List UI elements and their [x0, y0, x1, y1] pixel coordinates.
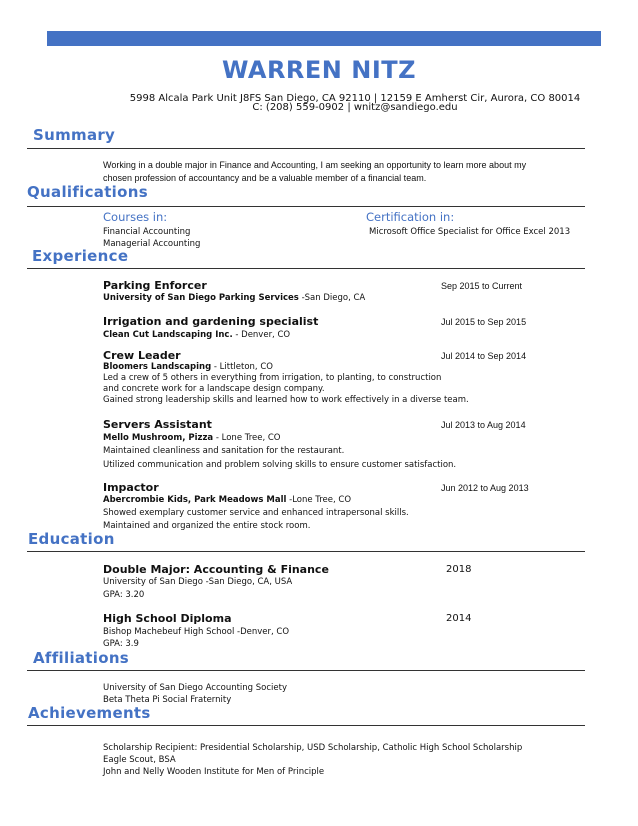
- achievement-item: Eagle Scout, BSA: [103, 755, 176, 765]
- achievements-rule: [27, 725, 585, 726]
- courses-label: Courses in:: [103, 210, 168, 224]
- job-employer: Clean Cut Landscaping Inc.: [103, 330, 233, 340]
- job-detail: Gained strong leadership skills and learned how to work effectively in a diverse team.: [103, 395, 469, 405]
- education-heading: Education: [28, 530, 115, 548]
- qualifications-rule: [27, 206, 585, 207]
- affiliations-heading: Affiliations: [33, 649, 130, 667]
- affiliation-item: University of San Diego Accounting Society: [103, 683, 287, 693]
- certification-label: Certification in:: [366, 210, 455, 224]
- job-dates: Jul 2015 to Sep 2015: [441, 317, 527, 327]
- contact-address: 5998 Alcala Park Unit J8FS San Diego, CA 92110 | 12159 E Amherst Cir, Aurora, CO 80014: [129, 93, 581, 104]
- job-dates: Sep 2015 to Current: [441, 281, 523, 291]
- job-employer: Bloomers Landscaping: [103, 362, 212, 372]
- job-detail: Utilized communication and problem solving skills to ensure customer satisfaction.: [103, 460, 457, 470]
- degree-year: 2018: [446, 564, 472, 575]
- school-name: University of San Diego -San Diego, CA, USA: [103, 577, 293, 587]
- job-location: - Lone Tree, CO: [213, 433, 281, 443]
- job-title: Parking Enforcer: [103, 279, 207, 292]
- job-detail: Maintained cleanliness and sanitation for the restaurant.: [103, 446, 345, 456]
- candidate-name: WARREN NITZ: [221, 56, 417, 84]
- job-detail: Showed exemplary customer service and enhanced intrapersonal skills.: [103, 508, 409, 518]
- job-title: Crew Leader: [103, 349, 181, 362]
- job-org: [103, 330, 290, 340]
- degree-title: High School Diploma: [103, 612, 232, 625]
- school-gpa: GPA: 3.9: [103, 639, 139, 649]
- header-accent-bar: [47, 31, 601, 46]
- job-dates: Jun 2012 to Aug 2013: [441, 483, 529, 493]
- job-detail: Led a crew of 5 others in everything from irrigation, to planting, to construction: [103, 373, 442, 383]
- job-location: -San Diego, CA: [298, 293, 366, 303]
- job-org: [103, 495, 351, 505]
- school-gpa: GPA: 3.20: [103, 590, 145, 600]
- summary-line: Working in a double major in Finance and Accounting, I am seeking an opportunity to learn more about my: [103, 160, 527, 170]
- contact-phone-email: C: (208) 559-0902 | wnitz@sandiego.edu: [252, 102, 458, 113]
- job-location: - Littleton, CO: [211, 362, 273, 372]
- affiliations-rule: [27, 670, 585, 671]
- achievement-item: Scholarship Recipient: Presidential Scholarship, USD Scholarship, Catholic High School Scholarship: [103, 743, 523, 753]
- degree-year: 2014: [446, 613, 472, 624]
- job-title: Impactor: [103, 481, 159, 494]
- job-location: -Lone Tree, CO: [286, 495, 352, 505]
- job-org: [103, 433, 281, 443]
- education-rule: [27, 551, 585, 552]
- achievement-item: John and Nelly Wooden Institute for Men of Principle: [103, 767, 325, 777]
- summary-rule: [27, 148, 585, 149]
- affiliation-item: Beta Theta Pi Social Fraternity: [103, 695, 232, 705]
- school-name: Bishop Machebeuf High School -Denver, CO: [103, 627, 290, 637]
- job-detail: Maintained and organized the entire stock room.: [103, 521, 311, 531]
- degree-title: Double Major: Accounting & Finance: [103, 563, 329, 576]
- job-detail: and concrete work for a landscape design company.: [103, 384, 325, 394]
- course-item: Managerial Accounting: [103, 239, 201, 249]
- job-employer: University of San Diego Parking Services: [103, 293, 299, 303]
- job-title: Servers Assistant: [103, 418, 212, 431]
- job-employer: Abercrombie Kids, Park Meadows Mall: [103, 495, 287, 505]
- job-employer: Mello Mushroom, Pizza: [103, 433, 214, 443]
- job-org: [103, 362, 273, 372]
- course-item: Financial Accounting: [103, 227, 191, 237]
- achievements-heading: Achievements: [28, 704, 151, 722]
- experience-rule: [27, 268, 585, 269]
- job-dates: Jul 2013 to Aug 2014: [441, 420, 526, 430]
- summary-heading: Summary: [33, 126, 116, 144]
- summary-line: chosen profession of accountancy and be a valuable member of a financial team.: [103, 173, 427, 183]
- certification-item: Microsoft Office Specialist for Office Excel 2013: [369, 227, 571, 237]
- experience-heading: Experience: [32, 247, 129, 265]
- qualifications-heading: Qualifications: [27, 183, 148, 201]
- summary-text: [103, 159, 583, 184]
- job-dates: Jul 2014 to Sep 2014: [441, 351, 527, 361]
- job-org: [103, 293, 365, 303]
- job-location: - Denver, CO: [232, 330, 291, 340]
- job-title: Irrigation and gardening specialist: [103, 315, 319, 328]
